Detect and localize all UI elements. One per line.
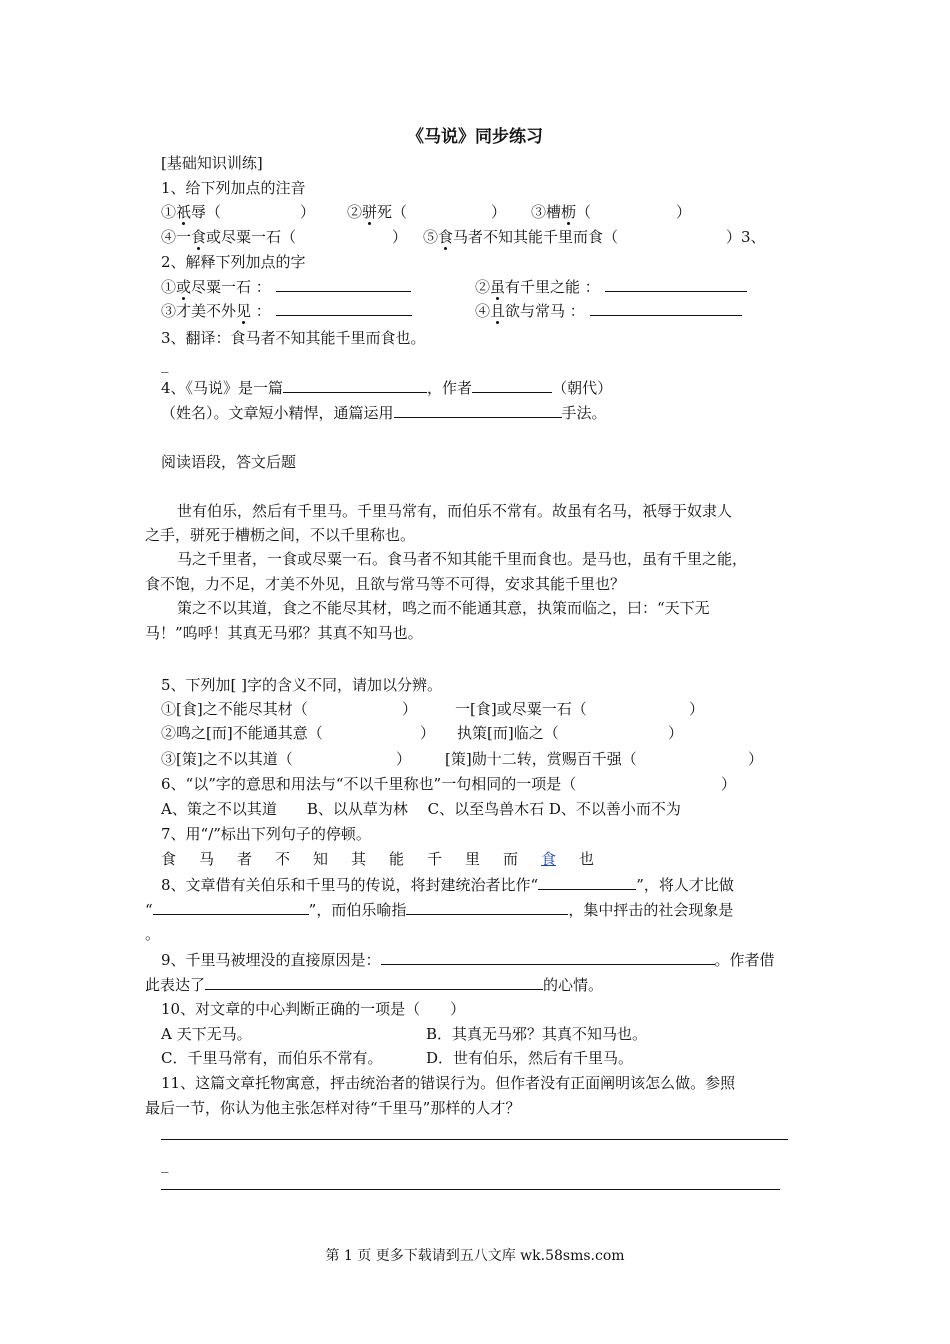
question-10-option-a: A 天下无马。 xyxy=(161,1025,252,1043)
section-heading: [基础知识训练] xyxy=(161,154,263,172)
question-10-option-b: B．其真无马邪？其真不知马也。 xyxy=(426,1025,648,1043)
question-6-options: A、策之不以其道 B、以从草为林 C、以至鸟兽木石 D、不以善小而不为 xyxy=(161,800,681,818)
question-2-item-b: ②虽有千里之能 ： xyxy=(475,276,747,297)
question-4-line-2: （姓名）。文章短小精悍，通篇运用 手法。 xyxy=(161,404,607,422)
question-8-line-1: 8、文章借有关伯乐和千里马的传说，将封建统治者比作“ ”，将人才比做 xyxy=(161,876,734,894)
answer-line xyxy=(161,1139,788,1140)
question-10-option-c: C．千里马常有，而伯乐不常有。 xyxy=(161,1049,383,1067)
bracket: ） xyxy=(721,775,737,793)
question-5-row-1b: 一[食]或尽粟一石（ xyxy=(455,700,587,718)
bracket: ） xyxy=(676,203,692,221)
question-3: 3、翻译：食马者不知其能千里而食也。 xyxy=(161,329,426,347)
question-10-option-d: D．世有伯乐，然后有千里马。 xyxy=(426,1049,634,1067)
question-10-stem: 10、对文章的中心判断正确的一项是（ ） xyxy=(161,1000,466,1018)
question-1-stem: 1、给下列加点的注音 xyxy=(161,179,306,197)
question-5-row-3b: [策]勋十二转，赏赐百千强（ xyxy=(445,750,637,768)
bracket: ） xyxy=(300,203,316,221)
question-9-line-1: 9、千里马被埋没的直接原因是： 。作者借 xyxy=(161,951,775,969)
question-5-row-1a: ①[食]之不能尽其材（ xyxy=(161,700,308,718)
bracket: ） xyxy=(392,228,408,246)
bracket: ） xyxy=(491,203,507,221)
question-7-stem: 7、用“/”标出下列句子的停顿。 xyxy=(161,825,371,843)
passage-p1-line-1: 世有伯乐，然后有千里马。千里马常有，而伯乐不常有。故虽有名马，祇辱于奴隶人 xyxy=(177,502,733,520)
answer-dash: _ xyxy=(161,1155,169,1173)
question-6-stem: 6、“以”字的意思和用法与“不以千里称也”一句相同的一项是（ xyxy=(161,775,577,793)
bracket: ） xyxy=(668,724,684,742)
passage-p3-line-2: 马！”呜呼！其真无马邪？其真不知马也。 xyxy=(145,624,423,642)
question-2-item-d: ④且欲与常马 ： xyxy=(475,300,742,321)
answer-dash: _ xyxy=(161,355,169,373)
passage-p3-line-1: 策之不以其道，食之不能尽其材，鸣之而不能通其意，执策而临之，曰：“天下无 xyxy=(177,599,710,617)
reading-prompt: 阅读语段，答文后题 xyxy=(161,453,297,471)
highlighted-char-link[interactable]: 食 xyxy=(541,850,557,868)
page-title: 《马说》同步练习 xyxy=(407,127,543,147)
question-7-sentence: 食 马 者 不 知 其 能 千 里 而 食 也 xyxy=(161,850,595,868)
question-1-item-e: ⑤食马者不知其能千里而食（ xyxy=(423,228,619,246)
question-1-item-b: ②骈死（ xyxy=(347,203,408,221)
bracket: ）3、 xyxy=(726,228,766,246)
answer-line xyxy=(161,1189,780,1190)
question-11-line-2: 最后一节，你认为他主张怎样对待“千里马”那样的人才？ xyxy=(145,1099,521,1117)
passage-p2-line-1: 马之千里者，一食或尽粟一石。食马者不知其能千里而食也。是马也，虽有千里之能， xyxy=(177,550,748,568)
question-1-item-c: ③槽枥（ xyxy=(531,203,592,221)
question-9-line-2: 此表达了 的心情。 xyxy=(145,976,604,994)
bracket: ） xyxy=(420,724,436,742)
question-5-row-2b: 执策[而]临之（ xyxy=(457,724,559,742)
question-5-row-3a: ③[策]之不以其道（ xyxy=(161,750,293,768)
question-2-stem: 2、解释下列加点的字 xyxy=(161,253,306,271)
bracket: ） xyxy=(748,750,764,768)
question-1-item-a: ①祇辱（ xyxy=(161,203,222,221)
bracket: ） xyxy=(402,700,418,718)
question-5-row-2a: ②鸣之[而]不能通其意（ xyxy=(161,724,323,742)
question-4-line-1: 4、《马说》是一篇 ，作者 （朝代） xyxy=(161,379,613,397)
question-2-item-c: ③才美不外见 ： xyxy=(161,300,412,321)
question-1-item-d: ④一食或尽粟一石（ xyxy=(161,228,297,246)
bracket: ） xyxy=(396,750,412,768)
question-5-stem: 5、下列加[ ]字的含义不同，请加以分辨。 xyxy=(161,676,443,694)
question-8-line-3: 。 xyxy=(145,925,161,943)
passage-p2-line-2: 食不饱，力不足，才美不外见，且欲与常马等不可得，安求其能千里也？ xyxy=(145,575,626,593)
question-2-item-a: ①或尽粟一石 ： xyxy=(161,276,411,297)
question-8-line-2: “ ”，而伯乐喻指 ，集中抨击的社会现象是 xyxy=(145,901,734,919)
passage-p1-line-2: 之手，骈死于槽枥之间，不以千里称也。 xyxy=(145,526,416,544)
bracket: ） xyxy=(689,700,705,718)
page-footer: 第 1 页 更多下载请到五八文库 wk.58sms.com xyxy=(325,1248,625,1264)
question-11-line-1: 11、这篇文章托物寓意，抨击统治者的错误行为。但作者没有正面阐明该怎么做。参照 xyxy=(161,1074,736,1092)
